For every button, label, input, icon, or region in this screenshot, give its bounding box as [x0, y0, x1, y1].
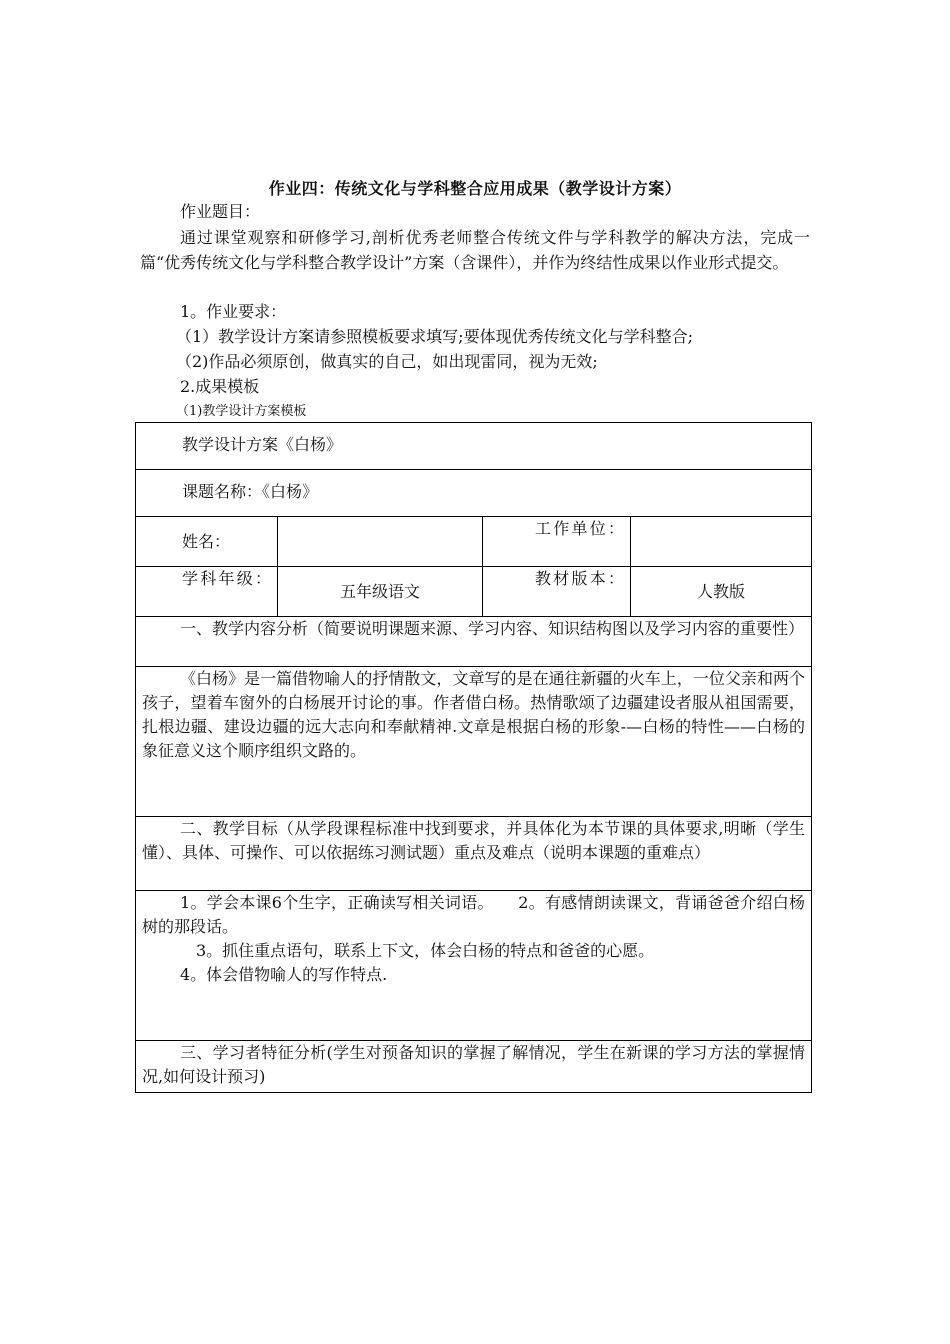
lesson-plan-form [135, 422, 812, 1093]
template-subheading: （1)教学设计方案模板 [176, 404, 307, 419]
plan-title-cell [136, 423, 812, 470]
unit-label-cell [483, 517, 631, 567]
assignment-title: 作业四：传统文化与学科整合应用成果（教学设计方案） [268, 179, 682, 198]
course-name-cell [136, 470, 812, 517]
goal-4: 4。体会借物喻人的写作特点. [180, 965, 388, 984]
name-field[interactable] [278, 517, 483, 567]
template-heading: 2.成果模板 [180, 377, 260, 396]
unit-field[interactable] [631, 517, 812, 567]
section-3-heading: 三、学习者特征分析(学生对预备知识的掌握了解情况，学生在新课的学习方法的掌握情况,如何设计预习) [136, 1041, 812, 1093]
section-2-heading: 二、教学目标（从学段课程标准中找到要求，并具体化为本节课的具体要求,明晰（学生懂）、具体、可操作、可以依据练习测试题）重点及难点（说明本课题的重难点） [136, 817, 812, 891]
grade-label-cell [136, 567, 278, 617]
edition-label: 教材版本： [535, 569, 624, 588]
course-name: 课题名称：《白杨》 [182, 482, 319, 501]
requirement-1: （1）教学设计方案请参照模板要求填写;要体现优秀传统文化与学科整合; [176, 327, 693, 346]
edition-value: 人教版 [631, 567, 812, 617]
topic-label: 作业题目： [180, 202, 261, 221]
requirements-heading: 1。作业要求： [180, 302, 287, 321]
plan-title: 教学设计方案《白杨》 [182, 435, 343, 454]
edition-label-cell [483, 567, 631, 617]
goal-1-2: 1。学会本课6个生字，正确读写相关词语。 2。有感情朗读课文，背诵爸爸介绍白杨树的那段话。 [142, 893, 806, 936]
section-2-body[interactable] [136, 891, 812, 1041]
grade-value: 五年级语文 [278, 567, 483, 617]
topic-text: 通过课堂观察和研修学习,剖析优秀老师整合传统文件与学科教学的解决方法，完成一篇“优秀传统文化与学科整合教学设计”方案（含课件），并作为终结性成果以作业形式提交。 [140, 228, 810, 272]
name-label: 姓名： [136, 517, 278, 567]
section-1-body[interactable]: 《白杨》是一篇借物喻人的抒情散文，文章写的是在通往新疆的火车上，一位父亲和两个孩子，望着车窗外的白杨展开讨论的事。作者借白杨。热情歌颂了边疆建设者服从祖国需要，扎根边疆、建设边疆的远大志向和奉献精神.文章是根据白杨的形象-—白杨的特性——白杨的象征意义这个顺序组织文路的。 [136, 667, 812, 817]
goal-3: 3。抓住重点语句，联系上下文，体会白杨的特点和爸爸的心愿。 [196, 941, 655, 960]
unit-label: 工作单位： [535, 519, 624, 538]
section-1-heading: 一、教学内容分析（简要说明课题来源、学习内容、知识结构图以及学习内容的重要性） [136, 617, 812, 667]
grade-label: 学科年级： [182, 569, 271, 588]
requirement-2: （2)作品必须原创，做真实的自己，如出现雷同，视为无效; [176, 352, 598, 371]
